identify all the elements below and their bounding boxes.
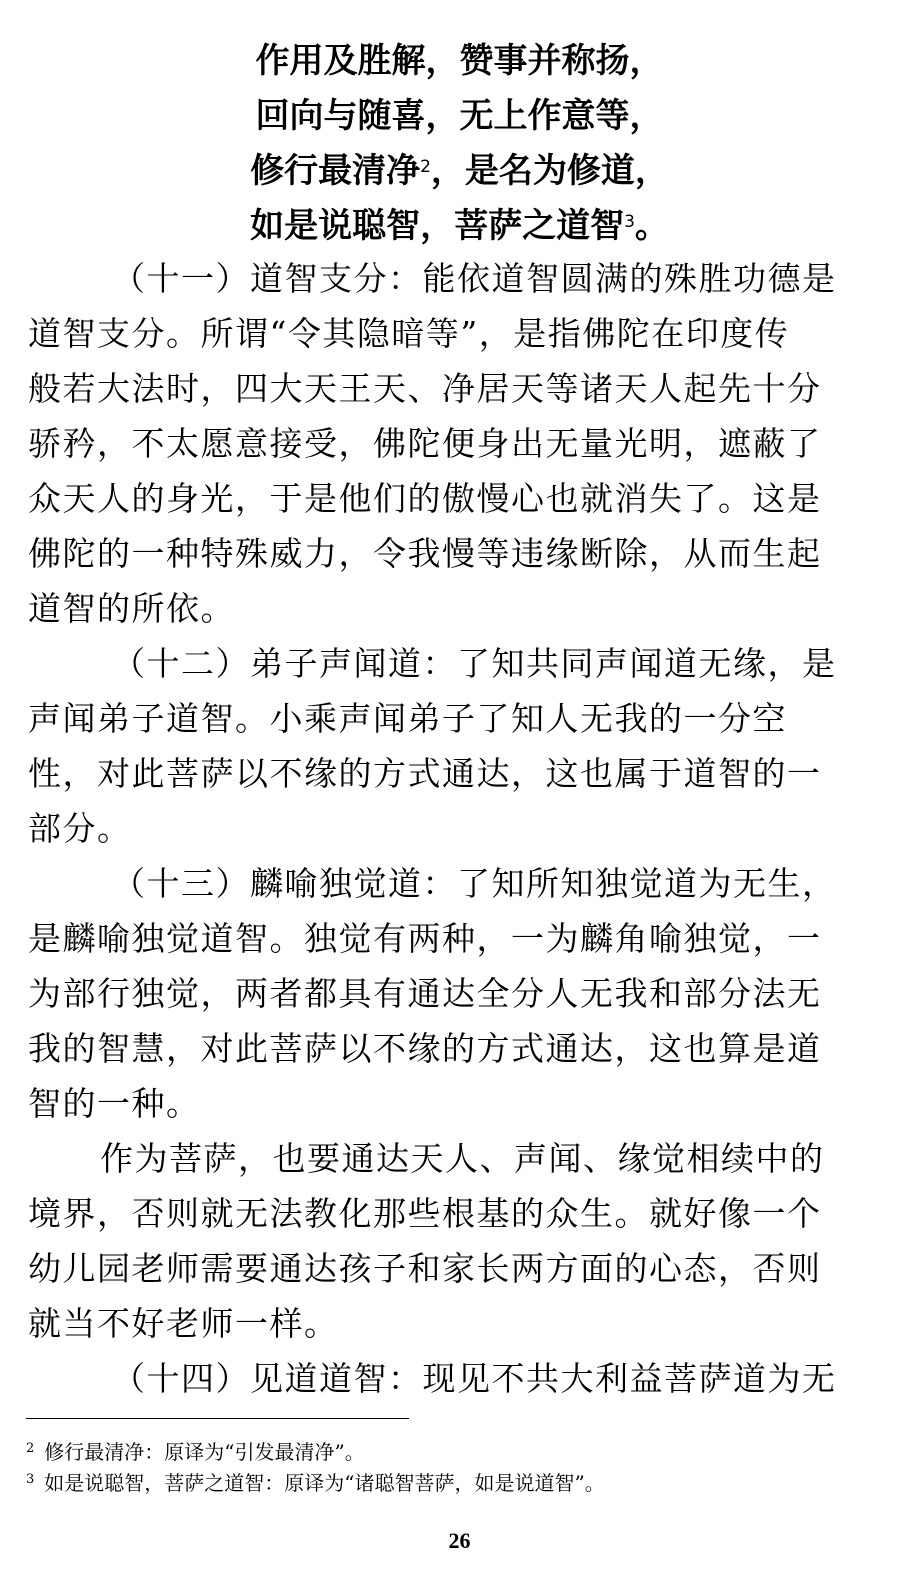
footnote-ref-2: 2 [420, 157, 431, 177]
paragraph-commentary-line-4: 就当不好老师一样。 [28, 1304, 339, 1343]
paragraph-12-line-3: 性，对此菩萨以不缘的方式通达，这也属于道智的一 [28, 754, 822, 793]
paragraph-12-line-1: （十二）弟子声闻道：了知共同声闻道无缘，是 [112, 644, 837, 683]
paragraph-11-line-1: （十一）道智支分：能依道智圆满的殊胜功德是 [112, 259, 837, 298]
page-number: 26 [448, 1528, 471, 1553]
verse-line-2: 回向与随喜，无上作意等， [255, 96, 664, 136]
footnote-3-text: 如是说聪智，菩萨之道智：原译为“诸聪智菩萨，如是说道智”。 [44, 1471, 605, 1495]
paragraph-12-line-4: 部分。 [28, 809, 132, 848]
footnote-3 [26, 1469, 605, 1497]
verse-line-3 [0, 144, 919, 199]
paragraph-commentary-line-1: 作为菩萨，也要通达天人、声闻、缘觉相续中的 [100, 1139, 825, 1178]
paragraph-12-line-2: 声闻弟子道智。小乘声闻弟子了知人无我的一分空 [28, 699, 787, 738]
footnote-divider [26, 1418, 409, 1419]
paragraph-commentary-line-3: 幼儿园老师需要通达孩子和家长两方面的心态，否则 [28, 1249, 822, 1288]
paragraph-11-line-2: 道智支分。所谓“令其隐暗等”，是指佛陀在印度传 [28, 314, 790, 353]
verse-line-4 [0, 199, 919, 254]
verse-line-3-part-b: ，是名为修道， [430, 151, 669, 191]
verse-line-1: 作用及胜解，赞事并称扬， [255, 41, 664, 81]
verse-line-4-part-a: 如是说聪智，菩萨之道智 [250, 206, 625, 246]
paragraph-13-line-5: 智的一种。 [28, 1084, 201, 1123]
paragraph-13-line-1: （十三）麟喻独觉道：了知所知独觉道为无生， [112, 864, 837, 903]
verse-line-3-part-a: 修行最清净 [250, 151, 421, 191]
paragraph-13-line-2: 是麟喻独觉道智。独觉有两种，一为麟角喻独觉，一 [28, 919, 822, 958]
paragraph-commentary-line-2: 境界，否则就无法教化那些根基的众生。就好像一个 [28, 1194, 822, 1233]
paragraph-14-line-1: （十四）见道道智：现见不共大利益菩萨道为无 [112, 1359, 837, 1398]
paragraph-13-line-4: 我的智慧，对此菩萨以不缘的方式通达，这也算是道 [28, 1029, 822, 1068]
footnote-2 [26, 1438, 365, 1466]
paragraph-11-line-6: 佛陀的一种特殊威力，令我慢等违缘断除，从而生起 [28, 534, 822, 573]
footnote-2-text: 修行最清净：原译为“引发最清净”。 [44, 1440, 365, 1464]
paragraph-11-line-4: 骄矜，不太愿意接受，佛陀便身出无量光明，遮蔽了 [28, 424, 822, 463]
paragraph-11-line-3: 般若大法时，四大天王天、净居天等诸天人起先十分 [28, 369, 822, 408]
paragraph-11-line-5: 众天人的身光，于是他们的傲慢心也就消失了。这是 [28, 479, 822, 518]
verse-line-4-part-b: 。 [634, 206, 669, 246]
footnote-3-number: 3 [26, 1472, 35, 1487]
footnote-2-number: 2 [26, 1441, 35, 1456]
paragraph-11-line-7: 道智的所依。 [28, 589, 235, 628]
paragraph-13-line-3: 为部行独觉，两者都具有通达全分人无我和部分法无 [28, 974, 822, 1013]
footnote-ref-3: 3 [624, 212, 635, 232]
